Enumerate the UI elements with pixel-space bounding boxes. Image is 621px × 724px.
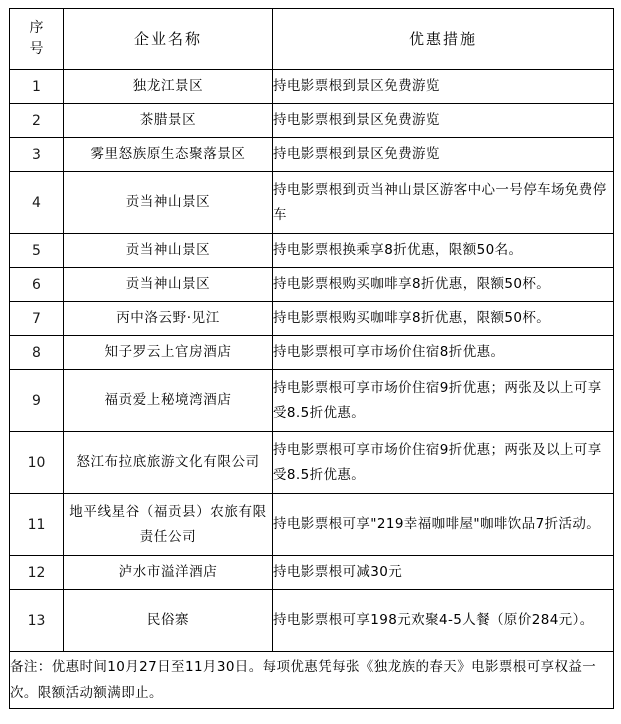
row-company-name: 知子罗云上官房酒店 xyxy=(64,336,273,370)
row-serial-number: 13 xyxy=(10,590,64,652)
table-row xyxy=(10,172,614,234)
row-promotion-measure: 持电影票根可享"219幸福咖啡屋"咖啡饮品7折活动。 xyxy=(273,494,614,556)
row-promotion-measure: 持电影票根购买咖啡享8折优惠，限额50杯。 xyxy=(273,302,614,336)
table-row xyxy=(10,138,614,172)
row-serial-number: 1 xyxy=(10,70,64,104)
column-header-serial-number xyxy=(10,9,64,70)
row-promotion-measure: 持电影票根到景区免费游览 xyxy=(273,104,614,138)
row-promotion-measure: 持电影票根可享198元欢聚4-5人餐（原价284元）。 xyxy=(273,590,614,652)
row-serial-number: 8 xyxy=(10,336,64,370)
row-promotion-measure: 持电影票根可享市场价住宿8折优惠。 xyxy=(273,336,614,370)
table-row xyxy=(10,336,614,370)
row-promotion-measure: 持电影票根可享市场价住宿9折优惠；两张及以上可享受8.5折优惠。 xyxy=(273,370,614,432)
row-company-name: 怒江布拉底旅游文化有限公司 xyxy=(64,432,273,494)
column-header-serial-number-line2: 号 xyxy=(29,41,44,57)
row-promotion-measure: 持电影票根到贡当神山景区游客中心一号停车场免费停车 xyxy=(273,172,614,234)
row-company-name: 民俗寨 xyxy=(64,590,273,652)
table-row xyxy=(10,556,614,590)
row-promotion-measure: 持电影票根到景区免费游览 xyxy=(273,70,614,104)
row-promotion-measure: 持电影票根可享市场价住宿9折优惠；两张及以上可享受8.5折优惠。 xyxy=(273,432,614,494)
table-row xyxy=(10,268,614,302)
column-header-promotion-measure: 优惠措施 xyxy=(273,9,614,70)
table-note-row xyxy=(10,652,614,709)
row-company-name: 地平线星谷（福贡县）农旅有限责任公司 xyxy=(64,494,273,556)
row-serial-number: 10 xyxy=(10,432,64,494)
row-company-name: 独龙江景区 xyxy=(64,70,273,104)
row-promotion-measure: 持电影票根可减30元 xyxy=(273,556,614,590)
table-container xyxy=(9,8,613,709)
table-header xyxy=(10,9,614,70)
row-promotion-measure: 持电影票根换乘享8折优惠，限额50名。 xyxy=(273,234,614,268)
table-body xyxy=(10,70,614,709)
row-company-name: 贡当神山景区 xyxy=(64,172,273,234)
table-footnote: 备注：优惠时间10月27日至11月30日。每项优惠凭每张《独龙族的春天》电影票根可享权益一次。限额活动额满即止。 xyxy=(10,652,614,709)
table-row xyxy=(10,432,614,494)
row-serial-number: 9 xyxy=(10,370,64,432)
table-row xyxy=(10,370,614,432)
row-promotion-measure: 持电影票根到景区免费游览 xyxy=(273,138,614,172)
row-company-name: 雾里怒族原生态聚落景区 xyxy=(64,138,273,172)
row-company-name: 贡当神山景区 xyxy=(64,234,273,268)
row-serial-number: 5 xyxy=(10,234,64,268)
table-row xyxy=(10,494,614,556)
table-row xyxy=(10,234,614,268)
column-header-company-name: 企业名称 xyxy=(64,9,273,70)
row-company-name: 福贡爱上秘境湾酒店 xyxy=(64,370,273,432)
row-serial-number: 12 xyxy=(10,556,64,590)
row-company-name: 茶腊景区 xyxy=(64,104,273,138)
column-header-serial-number-line1: 序 xyxy=(29,20,44,36)
row-serial-number: 6 xyxy=(10,268,64,302)
row-serial-number: 2 xyxy=(10,104,64,138)
promotion-measures-table xyxy=(9,8,614,709)
table-row xyxy=(10,70,614,104)
row-serial-number: 3 xyxy=(10,138,64,172)
row-promotion-measure: 持电影票根购买咖啡享8折优惠，限额50杯。 xyxy=(273,268,614,302)
row-company-name: 泸水市溢洋酒店 xyxy=(64,556,273,590)
row-serial-number: 11 xyxy=(10,494,64,556)
row-company-name: 丙中洛云野·见江 xyxy=(64,302,273,336)
table-row xyxy=(10,104,614,138)
row-serial-number: 7 xyxy=(10,302,64,336)
row-company-name: 贡当神山景区 xyxy=(64,268,273,302)
table-row xyxy=(10,302,614,336)
table-header-row xyxy=(10,9,614,70)
row-serial-number: 4 xyxy=(10,172,64,234)
table-row xyxy=(10,590,614,652)
